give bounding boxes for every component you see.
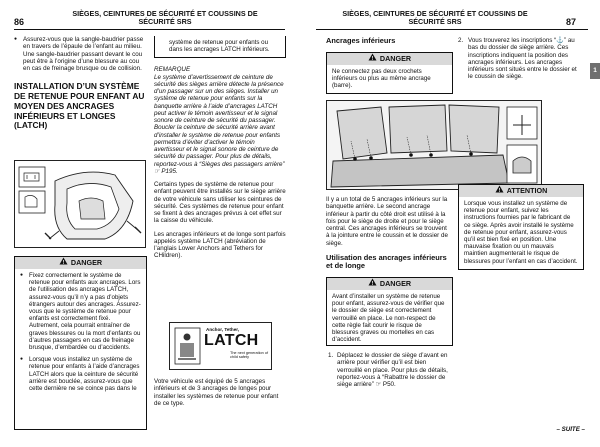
step-2-number: 2. (458, 37, 464, 44)
danger-box-header (15, 257, 146, 269)
using-anchors-heading: Utilisation des ancrages inférieurs et de longe (326, 252, 447, 271)
remarque-text: Le système d’avertissement de ceinture de sécurité des sièges arrière détecte la présence d’un passager sur un des sièges. Installer un système de retenue pour enfants sur la banquette arrière à l’aide d’ancrages LATCH peut activer le témoin avertisseur et le signal sonore de ceinture de sécurité du passager. Boucler la ceinture de sécurité arrière avant d’installer le système de retenue pour enfants permettra d’éviter d’activer le témoin avertisseur et le signal sonore de ceinture de sécurité du passager. Pour plus de détails, reportez-vous à “Sièges des passagers arrière” ☞ P195. (154, 73, 285, 175)
warning-triangle-icon (495, 185, 504, 197)
latch-acronym-text: Les ancrages inférieurs et de longe sont parfois appelés système LATCH (abréviation de l’anglais Lower Anchors and Tethers for CHildren). (154, 230, 286, 260)
continued-label: – SUITE – (556, 426, 585, 433)
warning-triangle-icon (368, 278, 377, 290)
right-header-line2: SÉCURITÉ SRS (408, 17, 462, 27)
danger-bullet-2: ● Lorsque vous installez un système de retenue pour enfants à l’aide d’ancrages LATCH alors que la ceinture de sécurité arrière est bouclée, assurez-vous que cette dernière ne se coince pas dans le (20, 356, 141, 392)
attention-text: Lorsque vous installez un système de retenue pour enfant, suivez les instructions fournies par le fabricant de ce siège. Après avoir installé le système de retenue pour enfant, assurez-vous qu’il est bien fixé en position. Une mauvaise fixation ou un mauvais maintien augmenterait le risque de blessures pour l’enfant en cas d’accident. (464, 200, 578, 265)
anchors-count-text: Votre véhicule est équipé de 5 ancrages inférieurs et de 3 ancrages de longes pour installer les systèmes de retenue pour enfant de ce type. (154, 378, 279, 407)
section-tab: 1 (590, 63, 600, 79)
danger-box-latch (14, 256, 147, 430)
left-col2-bottom (154, 378, 286, 407)
svg-text:!: ! (371, 55, 374, 62)
danger-seatback-label: DANGER (379, 279, 412, 288)
seat-belt-bullet: ● Assurez-vous que la sangle-baudrier passe en travers de l’épaule de l’enfant au milieu. Une sangle-baudrier passant devant le cou peut être à l’origine d’une blessure au cou en cas de freinage brusque ou de collision. (14, 36, 145, 72)
step-1-number: 1. (328, 352, 334, 359)
warning-triangle-icon (368, 53, 377, 65)
left-header-rule (14, 29, 285, 30)
right-page (300, 0, 600, 447)
latch-logo-subtitle: The next generation of child safety (230, 351, 268, 360)
rear-seat-anchors-illustration (326, 100, 542, 190)
svg-text:!: ! (371, 280, 374, 287)
left-header-line2: SÉCURITÉ SRS (138, 17, 192, 27)
latch-logo (169, 322, 272, 370)
attention-box-header (459, 185, 583, 197)
lower-anchors-heading: Ancrages inférieurs (326, 36, 396, 45)
remarque-label: REMARQUE (154, 66, 191, 74)
danger-continued-text: système de retenue pour enfants ou dans les ancrages LATCH inférieurs. (169, 39, 270, 54)
step-1 (326, 352, 452, 388)
step-1-text: Déplacez le dossier de siège d’avant en arrière pour vérifier qu’il est bien verrouillé en place. Pour plus de détails, reportez-vous à “Rabattre le dossier de siège arrière” ☞ P50. (337, 352, 448, 388)
left-col2 (154, 36, 286, 260)
danger-hooks-label: DANGER (379, 54, 412, 63)
left-header-title (60, 10, 270, 27)
danger-box-seatback (326, 277, 453, 346)
step-2-text: Vous trouverez les inscriptions “⚓” au bas du dossier de siège arrière. Ces inscriptions indiquent la position des ancrages inférieurs. Les ancrages inférieurs sont situés entre le dossier et le coussin de siège. (468, 37, 577, 81)
latch-intro-text: Certains types de système de retenue pour enfant peuvent être installés sur le siège arrière de votre véhicule sans utiliser les ceintures de sécurité. Ces systèmes de retenue pour enfant se fixent à des ancrages prévus à cet effet sur la caisse du véhicule. (154, 181, 286, 225)
right-col1-body (326, 196, 452, 271)
danger-seatback-text: Avant d’installer un système de retenue pour enfant, assurez-vous de vérifier que le dossier de siège est correctement verrouillé en place. Le non-respect de cette règle fait courir le risque de blessures graves ou mortelles en cas d’accident. (332, 293, 445, 344)
left-col1 (14, 36, 145, 131)
svg-text:!: ! (498, 187, 501, 194)
step-2 (458, 37, 582, 81)
left-header-line1: SIÈGES, CEINTURES DE SÉCURITÉ ET COUSSINS DE (72, 9, 258, 18)
danger-box-seatback-header (327, 278, 452, 290)
right-page-number: 87 (566, 17, 577, 27)
attention-label: ATTENTION (506, 186, 548, 195)
right-col1 (326, 37, 452, 46)
danger-box-continued (154, 36, 286, 58)
danger-label: DANGER (70, 258, 103, 267)
warning-triangle-icon (59, 257, 68, 269)
danger-box-hooks (326, 52, 453, 94)
danger-hooks-text: Ne connectez pas deux crochets inférieurs ou plus au même ancrage (barre). (332, 68, 431, 90)
svg-text:!: ! (62, 259, 65, 266)
right-header-rule (316, 29, 588, 30)
right-header-title (330, 10, 540, 27)
right-header-line1: SIÈGES, CEINTURES DE SÉCURITÉ ET COUSSINS DE (342, 9, 528, 18)
danger-box-body (15, 269, 146, 396)
attention-box (458, 184, 584, 270)
latch-heading: INSTALLATION D’UN SYSTÈME DE RETENUE POUR ENFANT AU MOYEN DES ANCRAGES INFÉRIEURS ET LONGES (LATCH) (14, 81, 145, 131)
danger-box-hooks-header (327, 53, 452, 65)
left-page-number: 86 (14, 17, 25, 27)
latch-logo-tagline: Anchor, Tether, (206, 327, 240, 332)
danger-bullet-1: ● Fixez correctement le système de retenue pour enfants aux ancrages. Lors de l’utilisation des ancrages LATCH, assurez-vous qu’il n’y a pas d’objets étrangers autour des ancrages. Assurez-vous que le système de retenue pour enfants est correctement fixé. Autrement, cela pourrait entraîner de graves blessures ou la mort d’enfants ou d’autres passagers en cas de freinage brusque, d’embardée ou d’accidents. (20, 272, 141, 351)
latch-logo-wordmark: LATCH (204, 332, 259, 349)
lower-anchors-description: Il y a un total de 5 ancrages inférieurs sur la banquette arrière. Le second ancrage inférieur à partir du côté droit est utilisé à la fois pour le siège de droite et pour le siège central. Ces ancrages inférieurs se trouvent à la jointure entre le coussin et le dossier de siège. (326, 196, 448, 247)
child-seat-latch-illustration (14, 160, 146, 248)
